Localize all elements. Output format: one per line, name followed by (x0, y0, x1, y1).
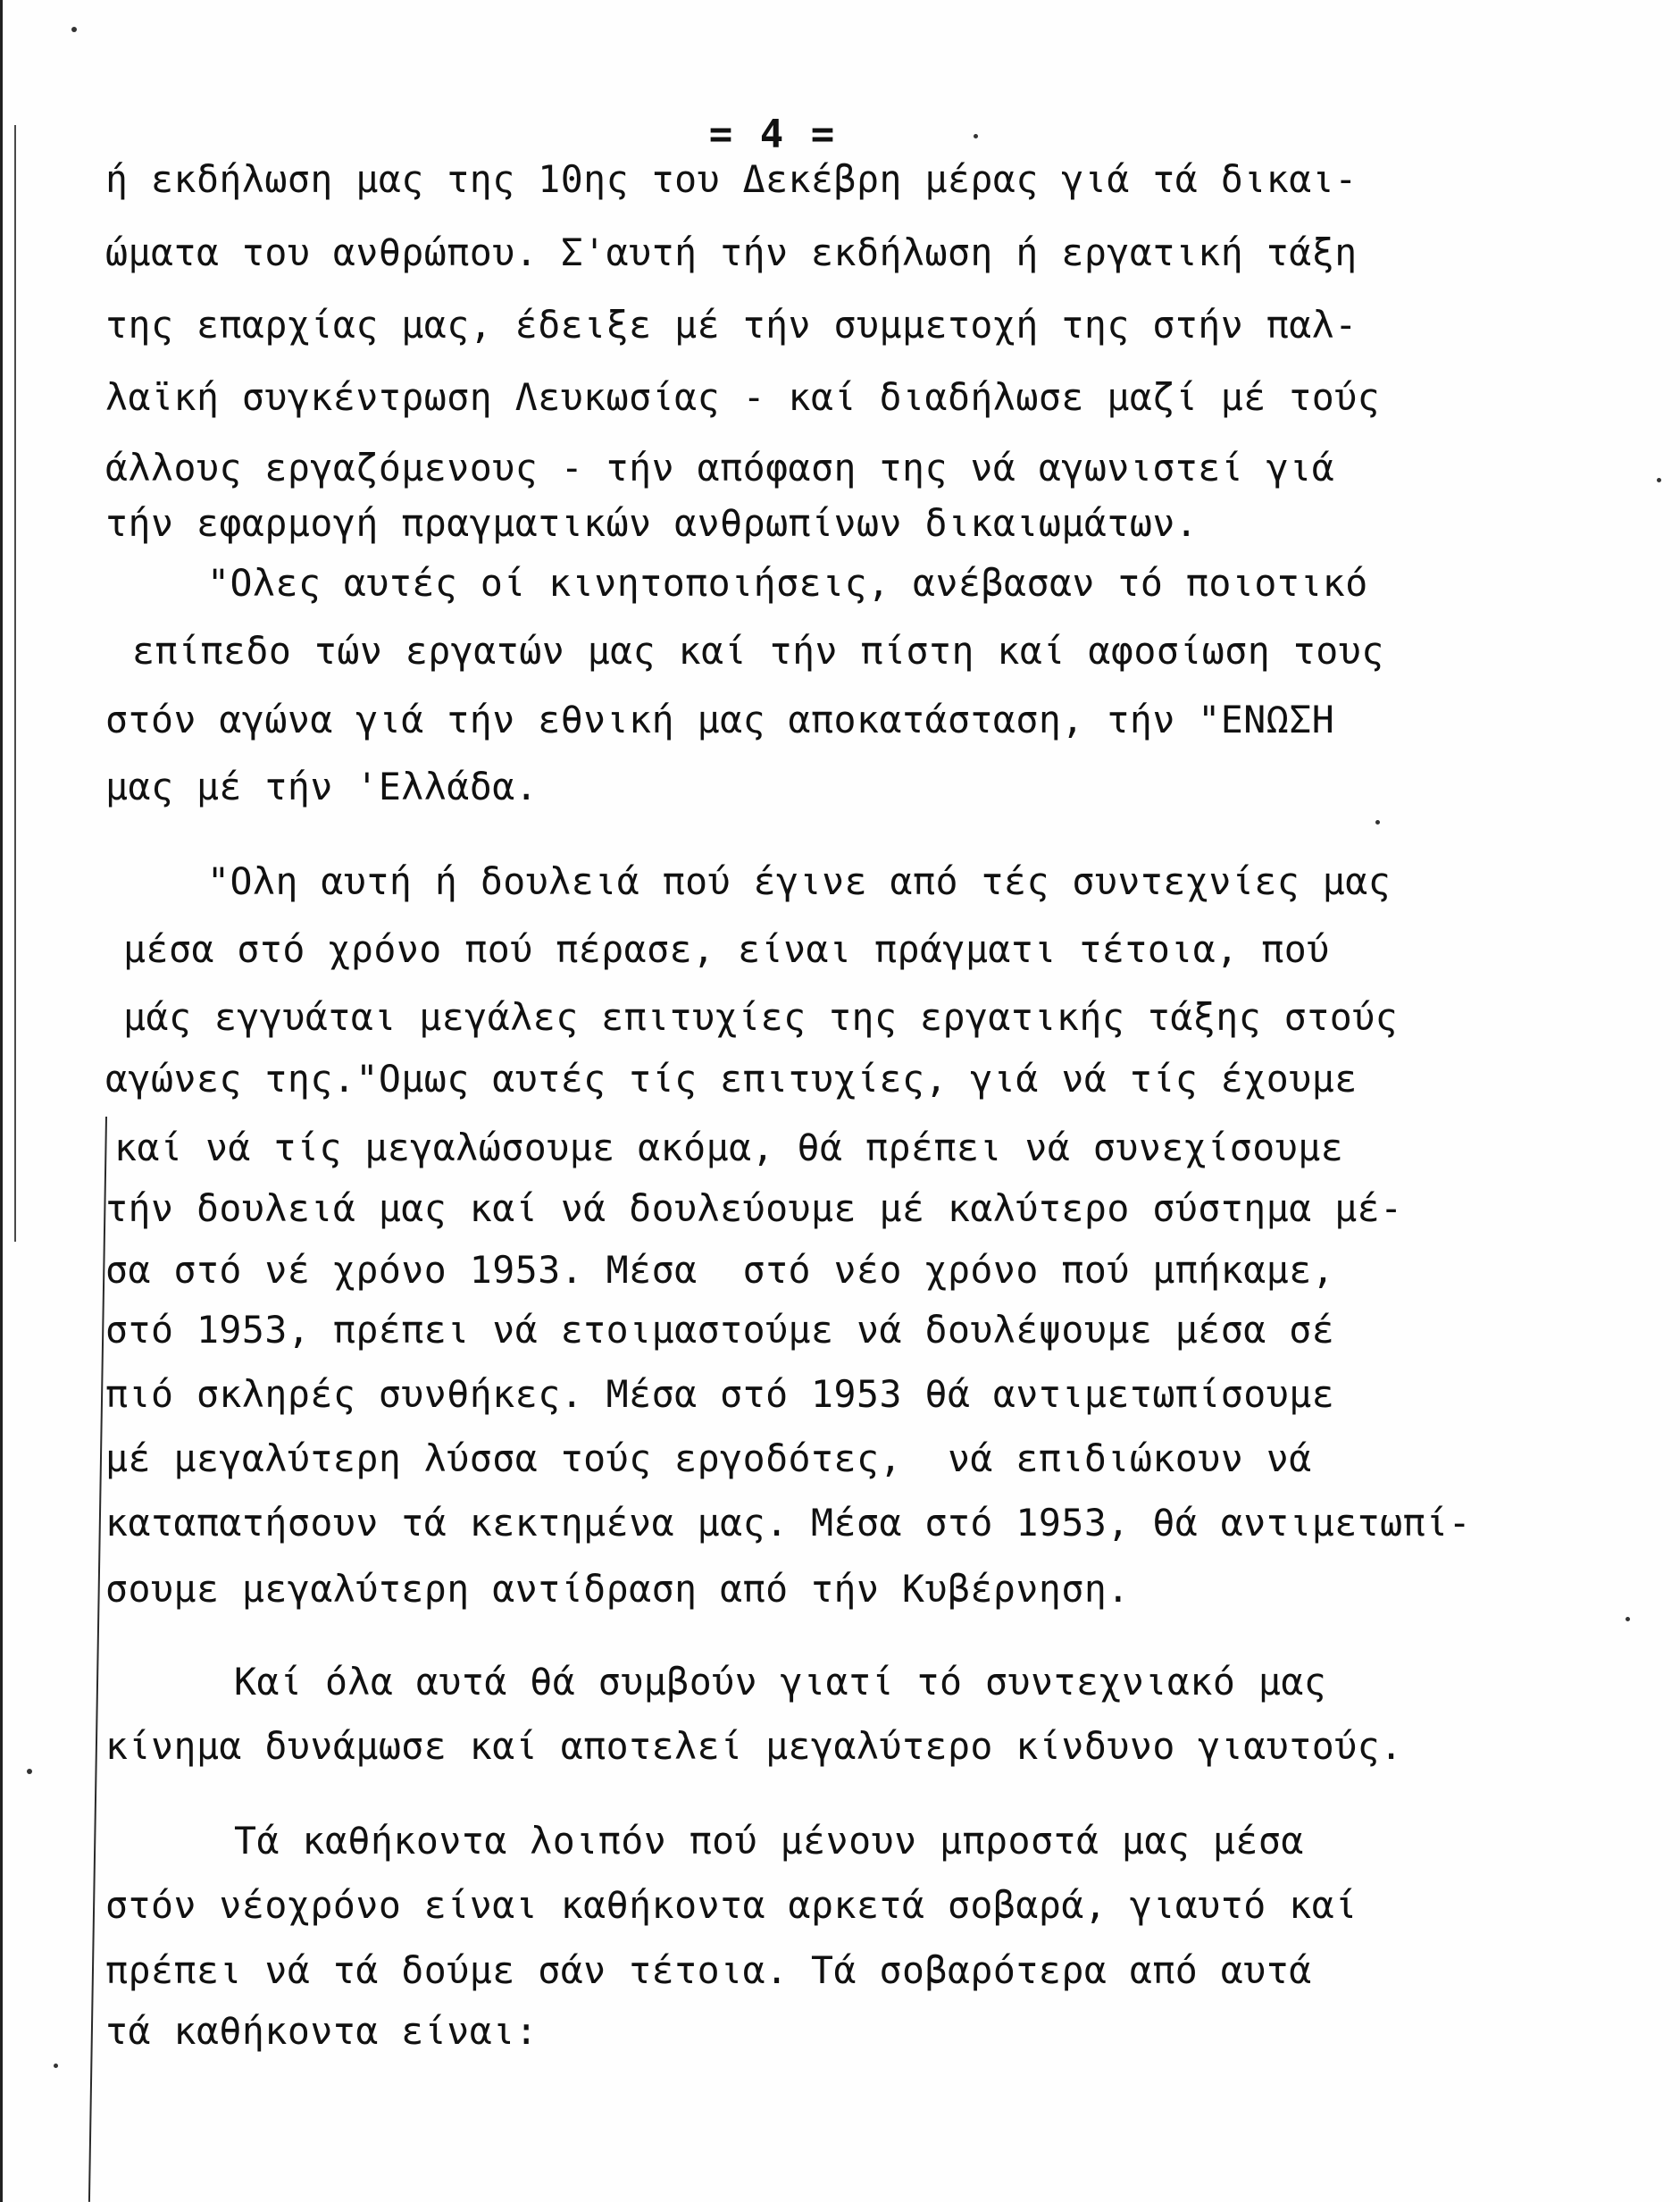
scan-speck (1375, 820, 1380, 825)
text-line: καταπατήσουν τά κεκτημένα μας. Μέσα στό 1953, θά αντιμετωπί- (105, 1501, 1472, 1545)
text-line: ώματα του ανθρώπου. Σ'αυτή τήν εκδήλωση ή εργατική τάξη (105, 230, 1358, 274)
text-line: σα στό νέ χρόνο 1953. Μέσα στό νέο χρόνο πού μπήκαμε, (105, 1248, 1335, 1292)
page-number: = 4 = (708, 112, 837, 157)
text-line: στόν νέοχρόνο είναι καθήκοντα αρκετά σοβαρά, γιαυτό καί (105, 1883, 1358, 1927)
text-line: σουμε μεγαλύτερη αντίδραση από τήν Κυβέρνηση. (105, 1567, 1130, 1611)
text-line: "Ολες αυτές οί κινητοποιήσεις, ανέβασαν τό ποιοτικό (207, 561, 1368, 605)
text-line: της επαρχίας μας, έδειξε μέ τήν συμμετοχή της στήν παλ- (105, 303, 1358, 347)
text-line: Καί όλα αυτά θά συμβούν γιατί τό συντεχνιακό μας (234, 1660, 1327, 1704)
text-line: Τά καθήκοντα λοιπόν πού μένουν μπροστά μας μέσα (234, 1819, 1304, 1863)
text-line: καί νά τίς μεγαλώσουμε ακόμα, θά πρέπει νά συνεχίσουμε (114, 1126, 1344, 1169)
text-line: αγώνες της."Ομως αυτές τίς επιτυχίες, γιά νά τίς έχουμε (105, 1057, 1358, 1101)
text-line: ή εκδήλωση μας της 10ης του Δεκέβρη μέρας γιά τά δικαι- (105, 157, 1358, 201)
binding-rule (14, 125, 16, 1242)
text-line: "Ολη αυτή ή δουλειά πού έγινε από τές συντεχνίες μας (207, 859, 1392, 903)
text-line: στόν αγώνα γιά τήν εθνική μας αποκατάσταση, τήν "ΕΝΩΣΗ (105, 698, 1335, 741)
scan-speck (71, 27, 77, 32)
text-line: μέ μεγαλύτερη λύσσα τούς εργοδότες, νά επιδιώκουν νά (105, 1436, 1312, 1480)
text-line: κίνημα δυνάμωσε καί αποτελεί μεγαλύτερο κίνδυνο γιαυτούς. (105, 1724, 1403, 1768)
text-line: μας μέ τήν 'Ελλάδα. (105, 765, 539, 808)
text-line: στό 1953, πρέπει νά ετοιμαστούμε νά δουλέψουμε μέσα σέ (105, 1308, 1335, 1352)
text-line: λαϊκή συγκέντρωση Λευκωσίας - καί διαδήλωσε μαζί μέ τούς (105, 375, 1381, 419)
scan-speck (54, 2064, 58, 2068)
text-line: μάς εγγυάται μεγάλες επιτυχίες της εργατικής τάξης στούς (123, 995, 1399, 1039)
scan-speck (1657, 478, 1661, 482)
text-rule (88, 1117, 107, 2202)
scan-speck (974, 134, 978, 138)
text-line: άλλους εργαζόμενους - τήν απόφαση της νά αγωνιστεί γιά (105, 446, 1335, 490)
left-margin-rule (0, 0, 3, 2202)
scan-speck (1626, 1617, 1630, 1621)
text-line: τήν εφαρμογή πραγματικών ανθρωπίνων δικαιωμάτων. (105, 501, 1199, 545)
scan-speck (27, 1769, 32, 1774)
text-line: τήν δουλειά μας καί νά δουλεύουμε μέ καλύτερο σύστημα μέ- (105, 1186, 1403, 1230)
text-line: πιό σκληρές συνθήκες. Μέσα στό 1953 θά αντιμετωπίσουμε (105, 1372, 1335, 1416)
text-line: μέσα στό χρόνο πού πέρασε, είναι πράγματι τέτοια, πού (123, 927, 1330, 971)
text-line: πρέπει νά τά δούμε σάν τέτοια. Τά σοβαρότερα από αυτά (105, 1948, 1312, 1992)
text-line: επίπεδο τών εργατών μας καί τήν πίστη καί αφοσίωση τους (132, 629, 1384, 673)
text-line: τά καθήκοντα είναι: (105, 2009, 539, 2053)
